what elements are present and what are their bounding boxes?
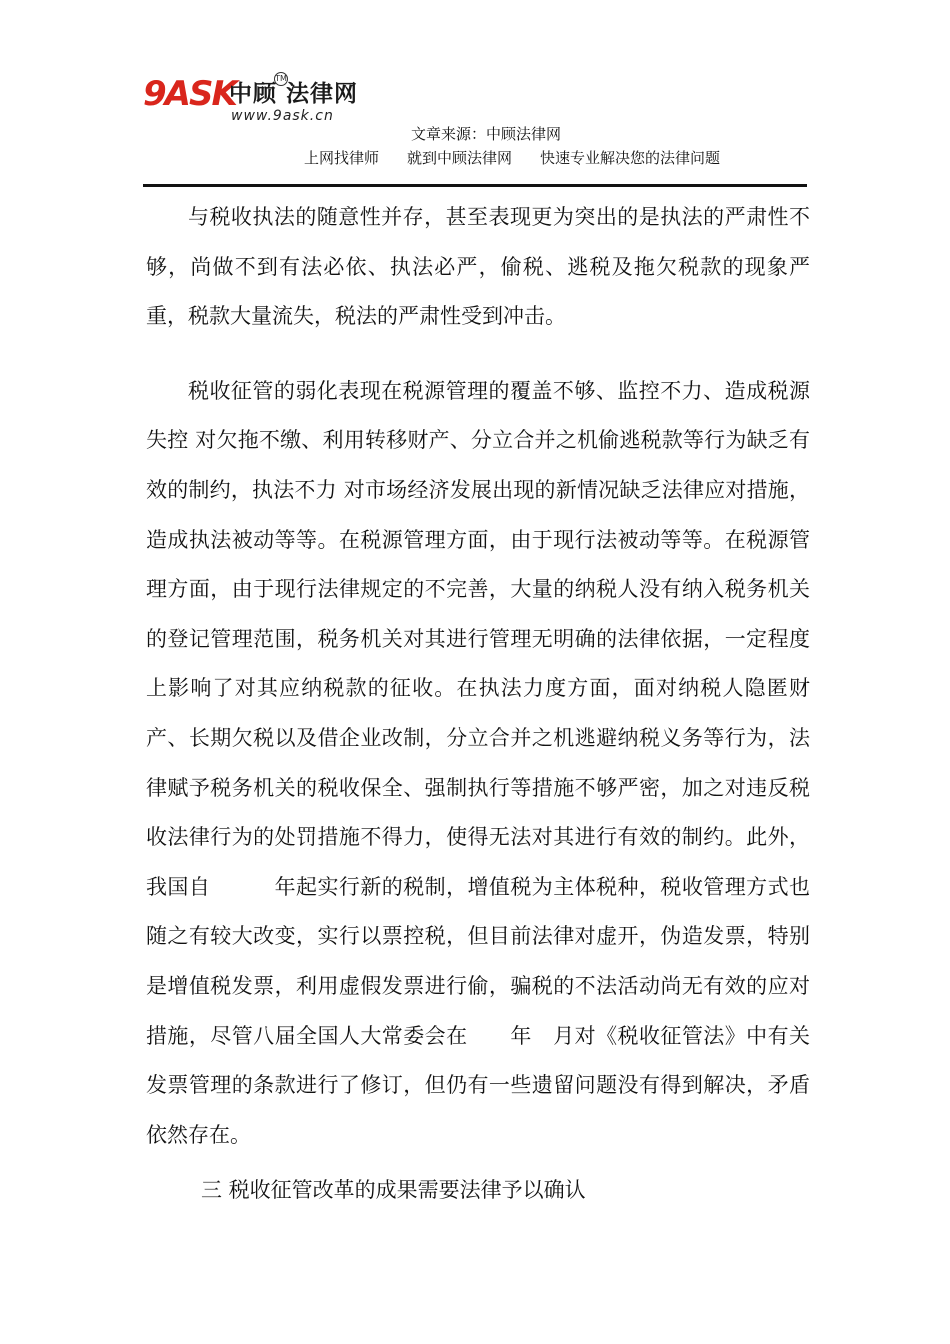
logo-url: www.9ask.cn [231,108,334,124]
article-source: 文章来源：中顾法律网 [411,125,562,143]
slogan-line [304,147,748,169]
logo-site-name: 中顾 法律网 [229,81,359,107]
trademark-icon: TM [274,72,288,86]
paragraph-2: 税收征管的弱化表现在税源管理的覆盖不够、监控不力、造成税源失控 对欠拖不缴、利用转移财产、分立合并之机偷逃税款等行为缺乏有效的制约，执法不力 对市场经济发展出现的新情况缺乏法律应对措施，造成执法被动等等。在税源管理方面，由于现行法被动等等。在税源管理方面，由于现行法律规定的不完善，大量的纳税人没有纳入税务机关的登记管理范围，税务机关对其进行管理无明确的法律依据，一定程度上影响了对其应纳税款的征收。在执法力度方面，面对纳税人隐匿财产、长期欠税以及借企业改制，分立合并之机逃避纳税义务等行为，法律赋予税务机关的税收保全、强制执行等措施不够严密，加之对违反税收法律行为的处罚措施不得力，使得无法对其进行有效的制约。此外，我国自 年起实行新的税制，增值税为主体税种，税收管理方式也随之有较大改变，实行以票控税，但目前法律对虚开，伪造发票，特别是增值税发票，利用虚假发票进行偷，骗税的不法活动尚无有效的应对措施，尽管八届全国人大常委会在 年 月对《税收征管法》中有关发票管理的条款进行了修订，但仍有一些遗留问题没有得到解决，矛盾依然存在。 [146,378,810,1147]
article-body [146,193,810,1160]
header-divider [143,184,807,187]
logo-9ask-mark: 9ASK [143,74,236,114]
section-heading: 三 税收征管改革的成果需要法律予以确认 [201,1178,586,1202]
slogan-part-3: 快速专业解决您的法律问题 [540,149,721,167]
paragraph-1: 与税收执法的随意性并存，甚至表现更为突出的是执法的严肃性不够，尚做不到有法必依、执法必严，偷税、逃税及拖欠税款的现象严重，税款大量流失，税法的严肃性受到冲击。 [146,205,810,329]
slogan-part-1: 上网找律师 [304,149,380,167]
slogan-part-2: 就到中顾法律网 [407,149,513,167]
site-logo [143,72,373,132]
